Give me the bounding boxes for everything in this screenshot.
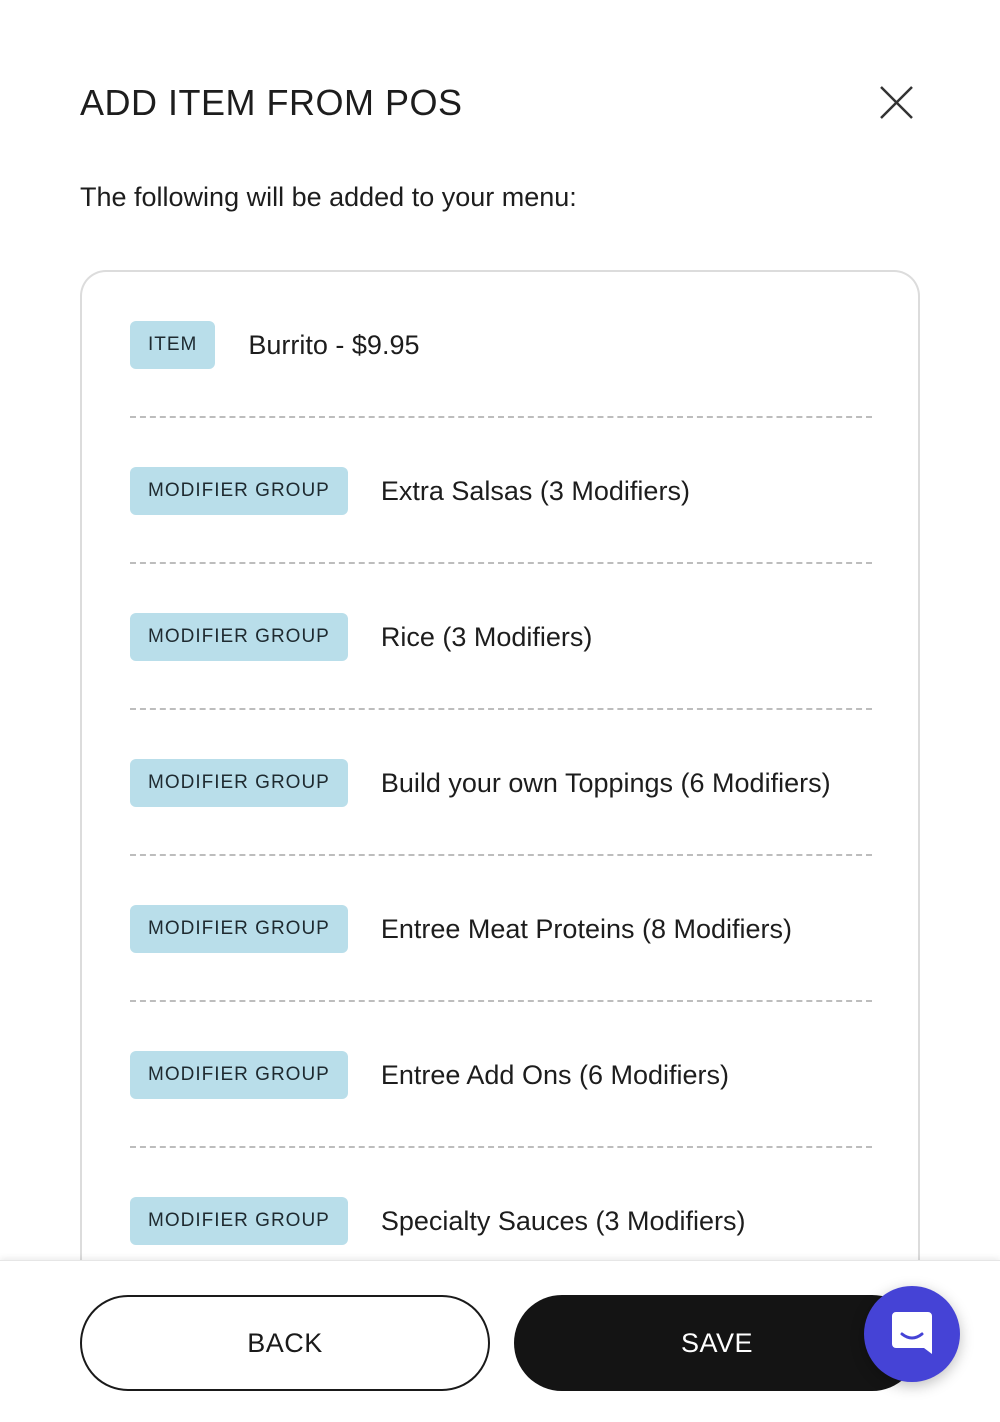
item-type-badge: MODIFIER GROUP [130,905,348,953]
item-type-badge: MODIFIER GROUP [130,1051,348,1099]
item-type-badge: MODIFIER GROUP [130,759,348,807]
modal-subtitle: The following will be added to your menu: [80,182,577,212]
item-type-badge: MODIFIER GROUP [130,613,348,661]
list-item-text: Rice (3 Modifiers) [380,621,593,652]
list-item-text: Burrito - $9.95 [248,329,420,360]
modal-footer [0,1260,1000,1422]
list-item [130,272,872,418]
modal-title: ADD ITEM FROM POS [80,82,463,123]
chat-icon [888,1308,936,1360]
save-button[interactable]: SAVE [514,1295,920,1391]
item-type-badge: MODIFIER GROUP [130,1197,348,1245]
items-list[interactable] [80,270,920,1310]
list-item-text: Entree Add Ons (6 Modifiers) [380,1059,729,1090]
list-item [130,856,872,1002]
list-item-text: Entree Meat Proteins (8 Modifiers) [380,913,793,944]
list-item [130,1002,872,1148]
list-item-text: Specialty Sauces (3 Modifiers) [380,1205,746,1236]
item-type-badge: MODIFIER GROUP [130,467,348,515]
item-type-badge: ITEM [130,321,215,369]
list-item [130,564,872,710]
chat-launcher-button[interactable] [864,1286,960,1382]
close-icon [872,80,920,128]
list-item [130,710,872,856]
list-item [130,418,872,564]
close-button[interactable] [872,80,920,128]
list-item-text: Extra Salsas (3 Modifiers) [380,475,690,506]
back-button[interactable]: BACK [80,1295,490,1391]
list-item-text: Build your own Toppings (6 Modifiers) [380,767,831,798]
